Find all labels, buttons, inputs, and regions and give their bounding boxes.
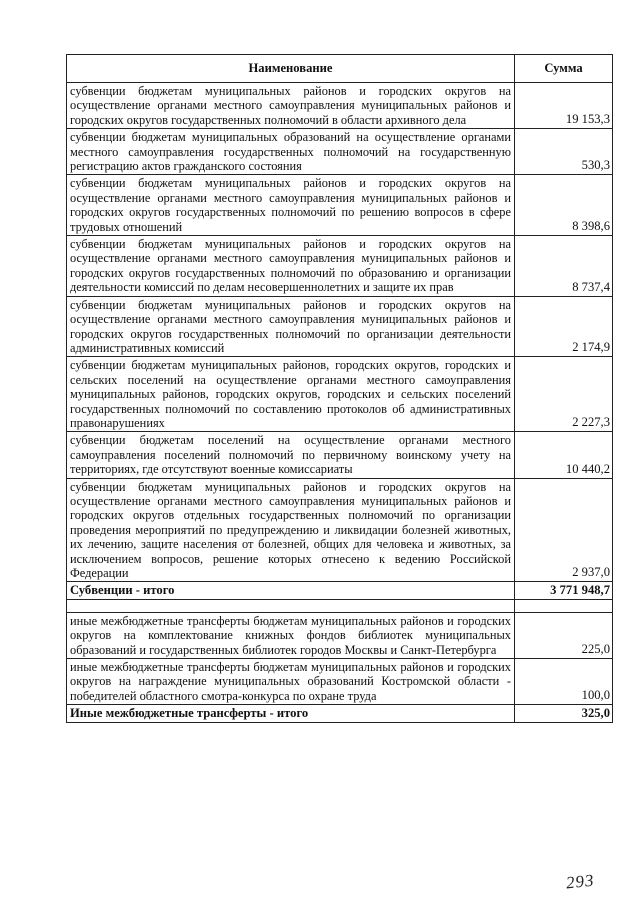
header-sum: Сумма <box>515 55 613 83</box>
table-row <box>67 83 613 129</box>
row-sum: 100,0 <box>515 659 613 705</box>
budget-table <box>66 54 612 723</box>
spacer-row <box>67 599 613 612</box>
row-sum: 2 227,3 <box>515 357 613 432</box>
table-row <box>67 236 613 297</box>
row-name: субвенции бюджетам муниципальных районов и городских округов на осуществление органами местного самоуправления муниципальных районов и городских округов государственных полномочий по образованию и организации деятельности комиссий по делам несовершеннолетних и защите их прав <box>67 236 515 297</box>
row-name: иные межбюджетные трансферты бюджетам муниципальных районов и городских округов на комплектование книжных фондов библиотек муниципальных образований и государственных библиотек городов Москвы и Санкт-Петербурга <box>67 612 515 658</box>
row-sum: 19 153,3 <box>515 83 613 129</box>
row-name: субвенции бюджетам муниципальных районов и городских округов на осуществление органами местного самоуправления муниципальных районов и городских округов государственных полномочий по решению вопросов в сфере трудовых отношений <box>67 175 515 236</box>
subtotal-sum: 325,0 <box>515 705 613 722</box>
row-sum: 8 737,4 <box>515 236 613 297</box>
table-row <box>67 432 613 478</box>
row-name: иные межбюджетные трансферты бюджетам муниципальных районов и городских округов на награждение муниципальных образований Костромской области - победителей областного смотра-конкурса по охране труда <box>67 659 515 705</box>
row-sum: 530,3 <box>515 129 613 175</box>
subtotal-row <box>67 705 613 722</box>
row-name: субвенции бюджетам муниципальных районов и городских округов на осуществление органами местного самоуправления муниципальных районов и городских округов государственных полномочий по организации деятельности административных комиссий <box>67 296 515 357</box>
table-row <box>67 357 613 432</box>
row-name: субвенции бюджетам муниципальных районов, городских округов, городских и сельских поселений на осуществление органами местного самоуправления муниципальных районов, городских округов, городских и сельских поселений государственных полномочий по составлению протоколов об административных правонарушениях <box>67 357 515 432</box>
table-row <box>67 478 613 582</box>
row-sum: 10 440,2 <box>515 432 613 478</box>
table-row <box>67 659 613 705</box>
row-sum: 8 398,6 <box>515 175 613 236</box>
table-row <box>67 129 613 175</box>
subtotal-row <box>67 582 613 599</box>
subtotal-label: Субвенции - итого <box>67 582 515 599</box>
subtotal-label: Иные межбюджетные трансферты - итого <box>67 705 515 722</box>
table-row <box>67 612 613 658</box>
spacer-cell <box>515 599 613 612</box>
table-row <box>67 175 613 236</box>
subtotal-sum: 3 771 948,7 <box>515 582 613 599</box>
table-row <box>67 296 613 357</box>
row-sum: 225,0 <box>515 612 613 658</box>
header-name: Наименование <box>67 55 515 83</box>
row-name: субвенции бюджетам муниципальных районов и городских округов на осуществление органами местного самоуправления муниципальных районов и городских округов отдельных государственных полномочий по организации проведения мероприятий по предупреждению и ликвидации болезней животных, их лечению, защите населения от болезней, общих для человека и животных, за исключением вопросов, решение которых отнесено к ведению Российской Федерации <box>67 478 515 582</box>
row-sum: 2 174,9 <box>515 296 613 357</box>
table-header-row <box>67 55 613 83</box>
row-sum: 2 937,0 <box>515 478 613 582</box>
row-name: субвенции бюджетам муниципальных образований на осуществление органами местного самоуправления государственных полномочий на государственную регистрацию актов гражданского состояния <box>67 129 515 175</box>
row-name: субвенции бюджетам муниципальных районов и городских округов на осуществление органами местного самоуправления муниципальных районов и городских округов государственных полномочий в области архивного дела <box>67 83 515 129</box>
row-name: субвенции бюджетам поселений на осуществление органами местного самоуправления поселений полномочий по первичному воинскому учету на территориях, где отсутствуют военные комиссариаты <box>67 432 515 478</box>
spacer-cell <box>67 599 515 612</box>
page-number: 293 <box>565 870 596 893</box>
